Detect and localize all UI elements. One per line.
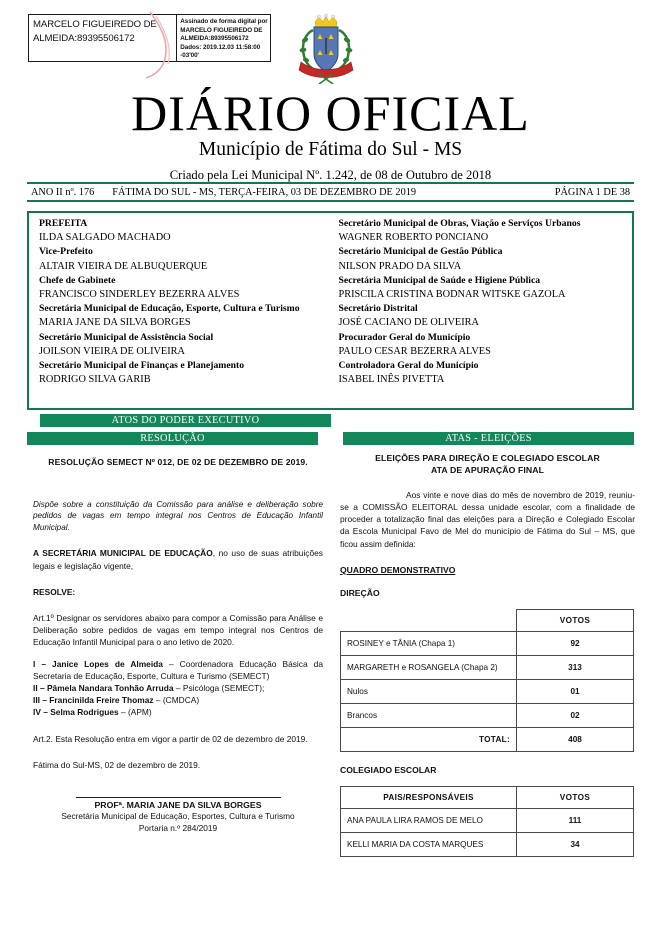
official-role: Secretário Municipal de Finanças e Planejamento — [39, 360, 245, 372]
masthead-law: Criado pela Lei Municipal Nº. 1.242, de 08 de Outubro de 2018 — [169, 168, 492, 182]
page-title: DIÁRIO OFICIAL — [131, 85, 530, 141]
signature-name: MARCELO FIGUEIREDO DE ALMEIDA:89395506172 — [33, 19, 157, 44]
officials-column-left — [29, 217, 331, 408]
table-row — [341, 808, 634, 832]
official-name: MARIA JANE DA SILVA BORGES — [39, 317, 191, 329]
resolution-article-2: Art.2. Esta Resolução entra em vigor a partir de 02 de dezembro de 2019. — [33, 733, 308, 744]
member-name: Pâmela Nandara Tonhão Arruda — [46, 683, 174, 693]
official-name: JOSÉ CACIANO DE OLIVEIRA — [338, 317, 479, 329]
page-indicator: PÁGINA 1 DE 38 — [554, 186, 630, 198]
table-row — [341, 631, 634, 655]
official-name: PAULO CESAR BEZERRA ALVES — [338, 345, 491, 357]
person-label: KELLI MARIA DA COSTA MARQUES — [341, 832, 517, 856]
masthead — [0, 86, 661, 184]
section-bar-atos-poder-executivo: ATOS DO PODER EXECUTIVO — [40, 414, 331, 427]
issue-info-bar — [27, 182, 634, 202]
candidate-votes: 02 — [517, 703, 634, 727]
member-role: – Psicóloga (SEMECT); — [173, 683, 265, 693]
table-row — [341, 832, 634, 856]
empty-header-cell — [341, 609, 517, 631]
issue-number: ANO II nº. 176 — [31, 186, 95, 198]
resolution-preamble — [33, 547, 323, 571]
person-label: ANA PAULA LIRA RAMOS DE MELO — [341, 808, 517, 832]
total-label: TOTAL: — [341, 727, 517, 751]
official-name: RODRIGO SILVA GARIB — [39, 374, 151, 386]
resolution-resolve-label — [33, 586, 323, 598]
column-right-atas — [340, 452, 635, 857]
resolution-article-1: Art.1º Designar os servidores abaixo para compor a Comissão para Análise e Deliberação sobre pedidos de vagas em tempo integral nos Centros de Educação Infantil Municipal para o ano letivo de 2020. — [33, 612, 323, 648]
resolution-place-date: Fátima do Sul-MS, 02 de dezembro de 2019. — [33, 759, 201, 770]
official-name: FRANCISCO SINDERLEY BEZERRA ALVES — [39, 289, 240, 301]
person-votes: 111 — [517, 808, 634, 832]
atas-title-line-2: ATA DE APURAÇÃO FINAL — [430, 465, 545, 476]
atas-title-line-1: ELEIÇÕES PARA DIREÇÃO E COLEGIADO ESCOLAR — [375, 453, 600, 463]
quadro-demonstrativo-label: QUADRO DEMONSTRATIVO — [340, 564, 456, 575]
member-item-3 — [33, 694, 323, 706]
signer-name: PROFª. MARIA JANE DA SILVA BORGES — [94, 800, 262, 811]
preamble-bold-text: A SECRETÁRIA MUNICIPAL DE EDUCAÇÃO — [33, 548, 213, 559]
table-header-row — [341, 609, 634, 631]
official-name: NILSON PRADO DA SILVA — [338, 260, 462, 272]
candidate-label: MARGARETH e ROSANGELA (Chapa 2) — [341, 655, 517, 679]
signer-portaria: Portaria n.º 284/2019 — [138, 822, 218, 833]
resolve-text: RESOLVE: — [33, 586, 76, 597]
official-name: PRISCILA CRISTINA BODNAR WITSKE GAZOLA — [338, 289, 566, 301]
official-role: Controladora Geral do Município — [338, 360, 479, 372]
total-votes: 408 — [517, 727, 634, 751]
table-row — [341, 655, 634, 679]
member-item-4 — [33, 706, 323, 718]
officials-box — [27, 211, 634, 410]
table-row — [341, 679, 634, 703]
official-name: ILDA SALGADO MACHADO — [39, 232, 171, 244]
candidate-label: Nulos — [341, 679, 517, 703]
direcao-label: DIREÇÃO — [340, 587, 380, 598]
official-name: JOILSON VIEIRA DE OLIVEIRA — [39, 345, 185, 357]
candidate-votes: 313 — [517, 655, 634, 679]
preamble-rest-text: , no uso de suas atribuições legais e legislação vigente, — [33, 548, 323, 571]
table-header-row — [341, 786, 634, 808]
official-name: ALTAIR VIEIRA DE ALBUQUERQUE — [39, 260, 208, 272]
section-bar-atas-eleicoes: ATAS - ELEIÇÕES — [343, 432, 634, 445]
column-left-resolution — [33, 456, 323, 834]
member-role: – (CMDCA) — [153, 695, 200, 706]
atas-body-text: Aos vinte e nove dias do mês de novembro de 2019, reuniu-se a COMISSÃO ELEITORAL dessa unidade escolar, com a finalidade de proceder a totalização final das eleições para a Direção e Colegiado Escolar da Escola Municipal Favo de Mel do município de Fátima do Sul – MS, que ficou assim definida: — [340, 489, 635, 549]
official-role: PREFEITA — [39, 218, 88, 229]
colegiado-votes-table — [340, 786, 634, 857]
candidate-votes: 01 — [517, 679, 634, 703]
official-name: ISABEL INÊS PIVETTA — [338, 374, 445, 386]
issue-place-date: FÁTIMA DO SUL - MS, TERÇA-FEIRA, 03 DE DEZEMBRO DE 2019 — [112, 186, 417, 198]
votos-header: VOTOS — [517, 609, 634, 631]
direcao-votes-table — [340, 609, 634, 752]
official-role: Secretário Distrital — [338, 303, 418, 315]
official-role: Chefe de Gabinete — [39, 274, 116, 286]
coat-of-arms-icon — [295, 12, 357, 84]
official-role: Secretário Municipal de Gestão Pública — [338, 246, 503, 258]
votos-header: VOTOS — [517, 786, 634, 808]
colegiado-escolar-label: COLEGIADO ESCOLAR — [340, 764, 437, 775]
resolution-signature-block — [33, 797, 323, 834]
candidate-label: ROSINEY e TÂNIA (Chapa 1) — [341, 631, 517, 655]
pais-responsaveis-header: PAIS/RESPONSÁVEIS — [341, 786, 517, 808]
official-role: Secretária Municipal de Saúde e Higiene Pública — [338, 274, 541, 286]
member-item-1 — [33, 658, 323, 682]
candidate-votes: 92 — [517, 631, 634, 655]
member-name: I – Janice Lopes de Almeida — [33, 658, 163, 669]
signature-details: Assinado de forma digital por MARCELO FIGUEIREDO DE ALMEIDA:89395506172 Dados: 2019.12.03 11:58:00 -03'00' — [180, 18, 268, 60]
member-name: IV – Selma Rodrigues — [33, 707, 119, 718]
signer-role: Secretária Municipal de Educação, Esportes, Cultura e Turismo — [61, 811, 295, 822]
member-role: – (APM) — [118, 707, 152, 718]
member-name: III – Francinilda Freire Thomaz — [33, 695, 154, 706]
person-votes: 34 — [517, 832, 634, 856]
resolution-title: RESOLUÇÃO SEMECT Nº 012, DE 02 DE DEZEMBRO DE 2019. — [48, 457, 308, 467]
signature-rule — [76, 797, 281, 798]
official-role: Secretária Municipal de Educação, Esporte, Cultura e Turismo — [39, 303, 300, 315]
table-row — [341, 703, 634, 727]
official-role: Vice-Prefeito — [39, 246, 93, 258]
member-number: II – — [33, 683, 47, 693]
official-role: Secretário Municipal de Assistência Social — [39, 331, 214, 343]
digital-signature-stamp — [28, 14, 271, 62]
official-name: WAGNER ROBERTO PONCIANO — [338, 232, 489, 244]
member-role: – Coordenadora Educação Básica da Secretaria de Educação, Esporte, Cultura e Turismo (SEMECT) — [33, 658, 323, 681]
masthead-subtitle: Município de Fátima do Sul - MS — [198, 139, 463, 160]
official-role: Procurador Geral do Município — [338, 331, 471, 343]
officials-column-right — [331, 217, 633, 408]
official-role: Secretário Municipal de Obras, Viação e Serviços Urbanos — [338, 218, 581, 229]
resolution-members-list — [33, 658, 323, 719]
section-bar-resolucao: RESOLUÇÃO — [27, 432, 318, 445]
candidate-label: Brancos — [341, 703, 517, 727]
resolution-summary: Dispõe sobre a constituição da Comissão para análise e deliberação sobre pedidos de vagas em tempo integral nos Centros de Educação Infantil Municipal. — [33, 499, 323, 532]
table-total-row — [341, 727, 634, 751]
member-item-2 — [33, 682, 323, 694]
